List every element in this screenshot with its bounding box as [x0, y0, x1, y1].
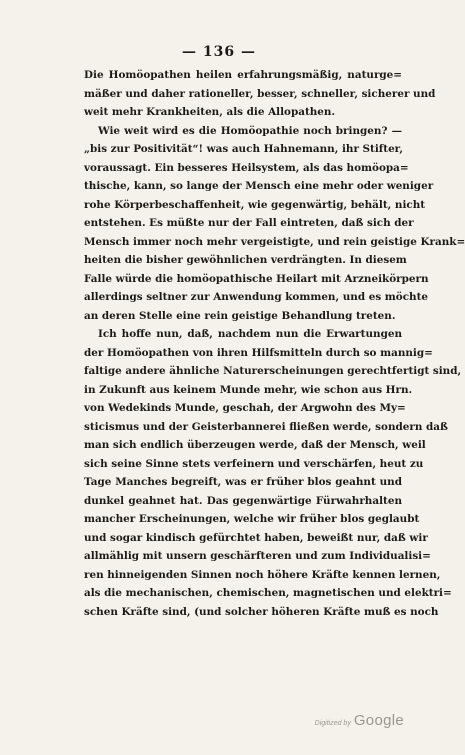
page-number-header: — 136 — — [182, 44, 256, 60]
text-line: Die Homöopathen heilen erfahrungsmäßig, naturge= — [84, 69, 402, 81]
text-line: rohe Körperbeschaffenheit, wie gegenwärtig, behält, nicht — [84, 198, 426, 211]
text-line: von Wedekinds Munde, geschah, der Argwohn des My= — [84, 402, 406, 414]
text-line: schen Kräfte sind, (und solcher höheren Kräfte muß es noch — [84, 605, 439, 618]
text-line: Falle würde die homöopathische Heilart mit Arzneikörpern — [84, 272, 429, 285]
text-line: allmählig mit unsern geschärfteren und zum Individualisi= — [84, 550, 431, 562]
text-line: mancher Erscheinungen, welche wir früher blos geglaubt — [84, 513, 420, 525]
text-line: sticismus und der Geisterbannerei fließen werde, sondern daß — [84, 420, 448, 433]
digitized-by-google-watermark — [315, 712, 404, 729]
text-line: der Homöopathen von ihren Hilfsmitteln durch so mannig= — [84, 346, 433, 359]
text-line: voraussagt. Ein besseres Heilsystem, als das homöopa= — [84, 161, 409, 174]
google-logo: Google — [353, 712, 404, 729]
text-line: Ich hoffe nun, daß, nachdem nun die Erwartungen — [98, 328, 402, 340]
text-line: „bis zur Positivität“! was auch Hahnemann, ihr Stifter, — [84, 143, 404, 155]
text-line: an deren Stelle eine rein geistige Behandlung treten. — [84, 309, 396, 322]
text-line: Mensch immer noch mehr vergeistigte, und rein geistige Krank= — [84, 235, 465, 248]
text-line: als die mechanischen, chemischen, magnetischen und elektri= — [84, 587, 452, 599]
text-line: Tage Manches begreift, was er früher blos geahnt und — [84, 476, 402, 488]
text-line: allerdings seltner zur Anwendung kommen, und es möchte — [84, 291, 429, 303]
text-line: weit mehr Krankheiten, als die Allopathen. — [84, 106, 336, 118]
text-line: Wie weit wird es die Homöopathie noch bringen? — — [98, 124, 402, 137]
text-line: und sogar kindisch gefürchtet haben, beweißt nur, daß wir — [84, 531, 428, 544]
text-line: faltige andere ähnliche Naturerscheinungen gerechtfertigt sind, — [84, 365, 462, 377]
page-body-text — [84, 66, 465, 621]
text-line: thische, kann, so lange der Mensch eine mehr oder weniger — [84, 180, 434, 192]
text-line: heiten die bisher gewöhnlichen verdrängten. In diesem — [84, 254, 407, 266]
text-line: ren hinneigenden Sinnen noch höhere Kräfte kennen lernen, — [84, 568, 441, 581]
text-line: in Zukunft aus keinem Munde mehr, wie schon aus Hrn. — [84, 383, 413, 396]
digitized-label: Digitized by — [314, 720, 351, 727]
text-line: sich seine Sinne stets verfeinern und verschärfen, heut zu — [84, 457, 424, 470]
text-line: entstehen. Es müßte nur der Fall eintreten, daß sich der — [84, 217, 414, 229]
text-line: man sich endlich überzeugen werde, daß der Mensch, weil — [84, 439, 426, 451]
text-line: dunkel geahnet hat. Das gegenwärtige Fürwahrhalten — [84, 494, 402, 507]
text-line: mäßer und daher rationeller, besser, schneller, sicherer und — [84, 87, 436, 100]
